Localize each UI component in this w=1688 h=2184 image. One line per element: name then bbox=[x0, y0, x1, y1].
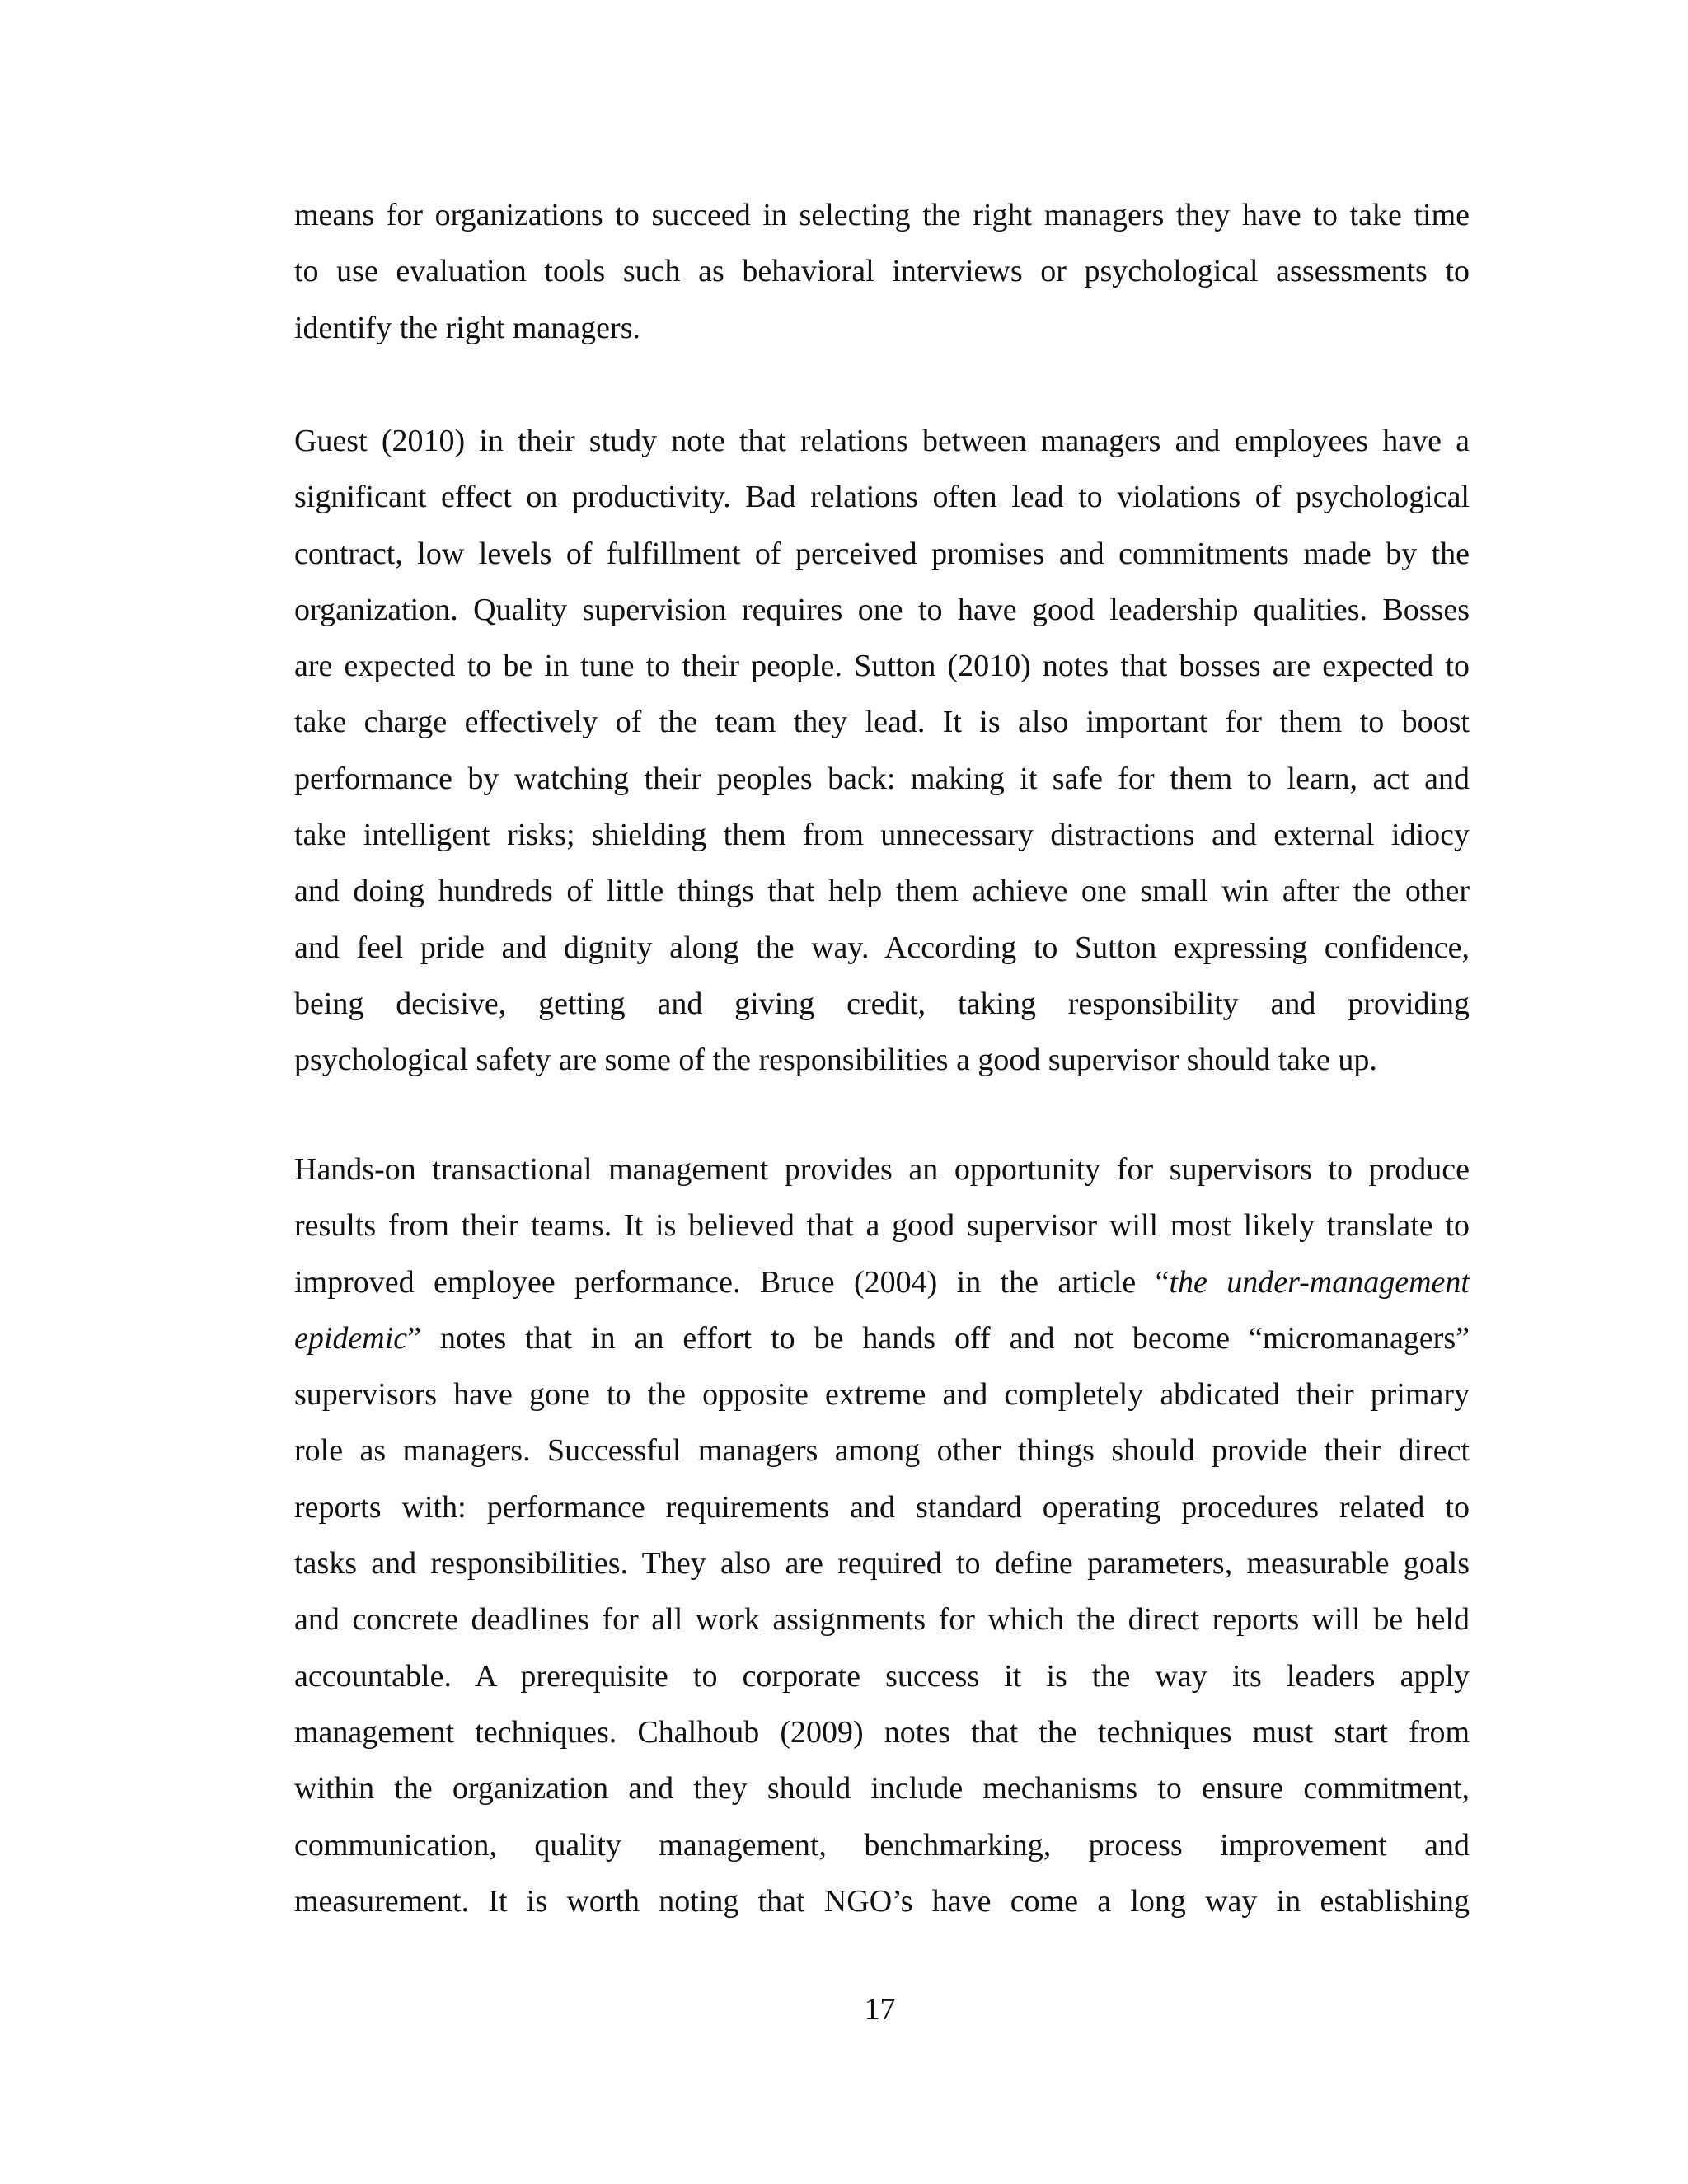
line-text: ” notes that in an effort to be hands off and not become “micromanagers” bbox=[407, 1320, 1470, 1356]
paragraph-line: results from their teams. It is believed that a good supervisor will most likely translate to bbox=[294, 1208, 1470, 1244]
line-text: improved employee performance. Bruce (2004) in the article “ bbox=[294, 1264, 1170, 1300]
paragraph-line: management techniques. Chalhoub (2009) notes that the techniques must start from bbox=[294, 1714, 1470, 1750]
paragraph-line: and doing hundreds of little things that help them achieve one small win after the other bbox=[294, 874, 1470, 909]
paragraph-line: take intelligent risks; shielding them from unnecessary distractions and external idiocy bbox=[294, 818, 1470, 853]
paragraph-3 bbox=[294, 1141, 1470, 1929]
paragraph-line: accountable. A prerequisite to corporate success it is the way its leaders apply bbox=[294, 1658, 1470, 1694]
paragraph-line: are expected to be in tune to their people. Sutton (2010) notes that bosses are expected to bbox=[294, 649, 1470, 684]
paragraph-line: contract, low levels of fulfillment of perceived promises and commitments made by the bbox=[294, 536, 1470, 571]
page-number: 17 bbox=[864, 1992, 896, 2027]
paragraph-2 bbox=[294, 413, 1470, 1089]
paragraph-line: Hands-on transactional management provides an opportunity for supervisors to produce bbox=[294, 1152, 1470, 1187]
paragraph-line: reports with: performance requirements and standard operating procedures related to bbox=[294, 1489, 1470, 1525]
paragraph-line: supervisors have gone to the opposite extreme and completely abdicated their primary bbox=[294, 1377, 1470, 1413]
paragraph-line: to use evaluation tools such as behavioral interviews or psychological assessments to bbox=[294, 254, 1470, 289]
paragraph-line: performance by watching their peoples back: making it safe for them to learn, act and bbox=[294, 761, 1470, 796]
paragraph-line: organization. Quality supervision requires one to have good leadership qualities. Bosses bbox=[294, 592, 1470, 627]
paragraph-1 bbox=[294, 187, 1470, 356]
paragraph-line: role as managers. Successful managers among other things should provide their direct bbox=[294, 1433, 1470, 1469]
paragraph-line: take charge effectively of the team they lead. It is also important for them to boost bbox=[294, 705, 1470, 740]
paragraph-line: identify the right managers. bbox=[294, 310, 640, 345]
paragraph-line: and feel pride and dignity along the way. According to Sutton expressing confidence, bbox=[294, 930, 1470, 965]
paragraph-line: means for organizations to succeed in selecting the right managers they have to take time bbox=[294, 198, 1470, 232]
paragraph-line: Guest (2010) in their study note that relations between managers and employees have a bbox=[294, 424, 1470, 458]
paragraph-line: psychological safety are some of the responsibilities a good supervisor should take up. bbox=[294, 1043, 1377, 1078]
paragraph-line: within the organization and they should include mechanisms to ensure commitment, bbox=[294, 1771, 1470, 1807]
paragraph-line-mixed bbox=[294, 1310, 1470, 1366]
paragraph-line: being decisive, getting and giving credit, taking responsibility and providing bbox=[294, 986, 1470, 1021]
paragraph-line: and concrete deadlines for all work assignments for which the direct reports will be held bbox=[294, 1602, 1470, 1638]
paragraph-line: measurement. It is worth noting that NGO’s have come a long way in establishing bbox=[294, 1883, 1470, 1919]
italic-article-title: the under-management bbox=[1169, 1264, 1470, 1300]
paragraph-line: significant effect on productivity. Bad relations often lead to violations of psychological bbox=[294, 480, 1470, 515]
paragraph-line: communication, quality management, benchmarking, process improvement and bbox=[294, 1827, 1470, 1863]
paragraph-line-mixed bbox=[294, 1254, 1470, 1310]
paragraph-line: tasks and responsibilities. They also are required to define parameters, measurable goals bbox=[294, 1546, 1470, 1582]
italic-article-title: epidemic bbox=[294, 1320, 408, 1356]
